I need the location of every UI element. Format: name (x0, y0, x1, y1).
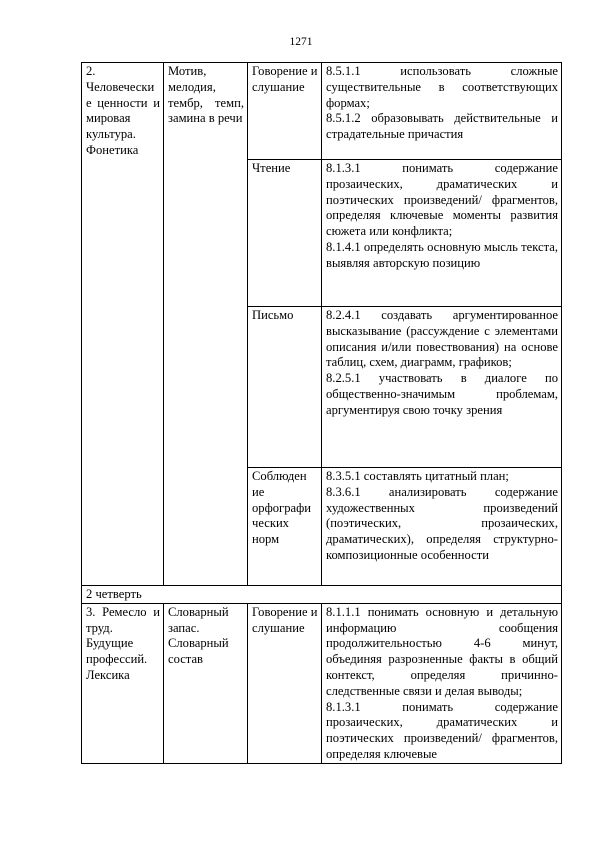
topic-cell: Мотив, мелодия, тембр, темп, замина в речи (164, 63, 248, 586)
objective-text: 8.5.1.2 образовывать действительные и страдательные причастия (326, 111, 558, 142)
objective-text: 8.1.1.1 понимать основную и детальную информацию сообщения продолжительностью 4-6 минут, объединяя разрозненные факты в общий контекст, определяя причинно-следственные связи и делая выводы; (326, 604, 558, 698)
objective-text: 8.1.4.1 определять основную мысль текста, выявляя авторскую позицию (326, 239, 558, 270)
skill-cell: Соблюден ие орфографи ческих норм (248, 468, 322, 586)
objective-text: 8.1.3.1 понимать содержание прозаических, драматических и поэтических произведений/ фрагментов, определяя ключевые (326, 699, 558, 761)
objectives-cell (322, 160, 562, 307)
skill-cell: Письмо (248, 307, 322, 468)
table-row (82, 603, 562, 763)
objective-text: 8.1.3.1 понимать содержание прозаических, драматических и поэтических произведений/ фрагментов, определяя ключевые моменты развития сюжета или конфликта; (326, 161, 558, 239)
skill-cell: Чтение (248, 160, 322, 307)
objectives-cell (322, 468, 562, 586)
objective-text: 8.3.6.1 анализировать содержание художественных произведений (поэтических, прозаических, драматических), определяя структурно-композиционные особенности (326, 484, 558, 562)
objective-text: 8.3.5.1 составлять цитатный план; (326, 469, 509, 483)
skill-cell: Говорение и слушание (248, 603, 322, 763)
quarter-row (82, 586, 562, 604)
topic-cell: Словарный запас. Словарный состав (164, 603, 248, 763)
objective-text: 8.5.1.1 использовать сложные существительные в соответствующих формах; (326, 64, 558, 110)
theme-cell: 3. Ремесло и труд. Будущие профессий. Лексика (82, 603, 164, 763)
objectives-cell (322, 603, 562, 763)
curriculum-table (81, 62, 562, 764)
table-row (82, 63, 562, 160)
quarter-label: 2 четверть (82, 586, 562, 604)
objective-text: 8.2.5.1 участвовать в диалоге по общественно-значимым проблемам, аргументируя свою точку зрения (326, 371, 558, 417)
page-number: 1271 (289, 36, 313, 48)
objectives-cell (322, 63, 562, 160)
objectives-cell (322, 307, 562, 468)
skill-cell: Говорение и слушание (248, 63, 322, 160)
objective-text: 8.2.4.1 создавать аргументированное высказывание (рассуждение с элементами описания и/или повествования) на основе таблиц, схем, диаграмм, графиков; (326, 308, 558, 370)
theme-cell: 2. Человечески е ценности и мировая культура. Фонетика (82, 63, 164, 586)
